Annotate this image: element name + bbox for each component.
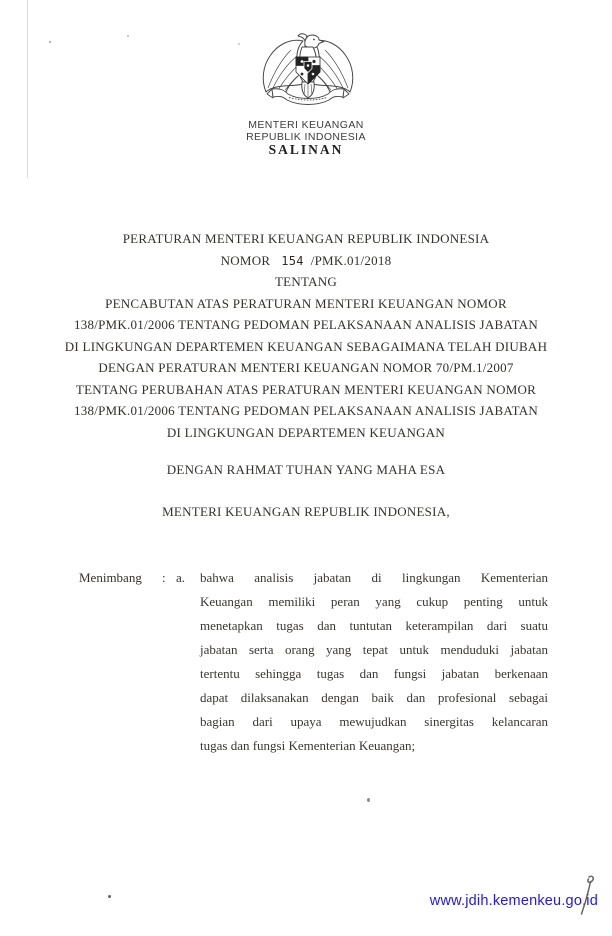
consideration-line: jabatan serta orang yang tepat untuk menduduki jabatan (200, 642, 548, 657)
regulation-subject-line: 138/PMK.01/2006 TENTANG PEDOMAN PELAKSANAAN ANALISIS JABATAN (73, 317, 539, 332)
regulation-number (36, 250, 576, 272)
tentang-label: TENTANG (274, 274, 338, 289)
consideration-line: bagian dari upaya mewujudkan sinergitas kelancaran (200, 714, 548, 729)
issuer-line: MENTERI KEUANGAN REPUBLIK INDONESIA, (162, 504, 450, 519)
regulation-number-suffix: /PMK.01/2018 (310, 252, 392, 268)
menimbang-colon: : (162, 570, 166, 585)
regulation-heading: PERATURAN MENTERI KEUANGAN REPUBLIK INDONESIA (122, 231, 490, 246)
consideration-line: menetapkan tugas dan tuntutan keterampilan dari suatu (200, 618, 548, 633)
consideration-line: bahwa analisis jabatan di lingkungan Kementerian (200, 570, 548, 585)
consideration-line: dapat dilaksanakan dengan baik dan profesional sebagai (200, 690, 548, 705)
scan-speck (108, 895, 111, 898)
salinan-stamp: SALINAN (268, 142, 344, 157)
scan-speck (49, 41, 51, 43)
menimbang-label: Menimbang (79, 570, 142, 585)
jdih-watermark: www.jdih.kemenkeu.go.id (429, 893, 598, 909)
consideration-line: tertentu sehingga tugas dan fungsi jabatan berkenaan (200, 666, 548, 681)
paraf-handwriting-mark (572, 874, 598, 918)
scan-speck (238, 43, 240, 45)
garuda-pancasila-emblem-icon (258, 32, 358, 110)
regulation-subject-line: PENCABUTAN ATAS PERATURAN MENTERI KEUANGAN NOMOR (105, 295, 507, 311)
regulation-subject-line: TENTANG PERUBAHAN ATAS PERATURAN MENTERI KEUANGAN NOMOR (75, 381, 537, 397)
invocation-line: DENGAN RAHMAT TUHAN YANG MAHA ESA (166, 462, 446, 477)
scan-speck (127, 35, 129, 37)
regulation-number-prefix: NOMOR (220, 252, 271, 268)
consideration-item-marker: a. (176, 570, 186, 585)
consideration-line: Keuangan memiliki peran yang cukup penting untuk (200, 594, 548, 609)
regulation-title-block (36, 228, 576, 443)
ministry-name-line2: REPUBLIK INDONESIA (246, 131, 366, 143)
consideration-paragraph (200, 566, 548, 758)
regulation-subject-line: DI LINGKUNGAN DEPARTEMEN KEUANGAN SEBAGAIMANA TELAH DIUBAH (64, 338, 548, 354)
regulation-subject-line: DENGAN PERATURAN MENTERI KEUANGAN NOMOR 70/PM.1/2007 (98, 360, 514, 375)
regulation-subject-line: DI LINGKUNGAN DEPARTEMEN KEUANGAN (166, 424, 446, 440)
regulation-number-value: 154 (281, 253, 304, 268)
scan-speck (367, 798, 370, 802)
regulation-subject-line: 138/PMK.01/2006 TENTANG PEDOMAN PELAKSANAAN ANALISIS JABATAN (73, 403, 539, 418)
consideration-line: tugas dan fungsi Kementerian Keuangan; (200, 738, 416, 753)
ministry-name-line1: MENTERI KEUANGAN (248, 119, 364, 131)
